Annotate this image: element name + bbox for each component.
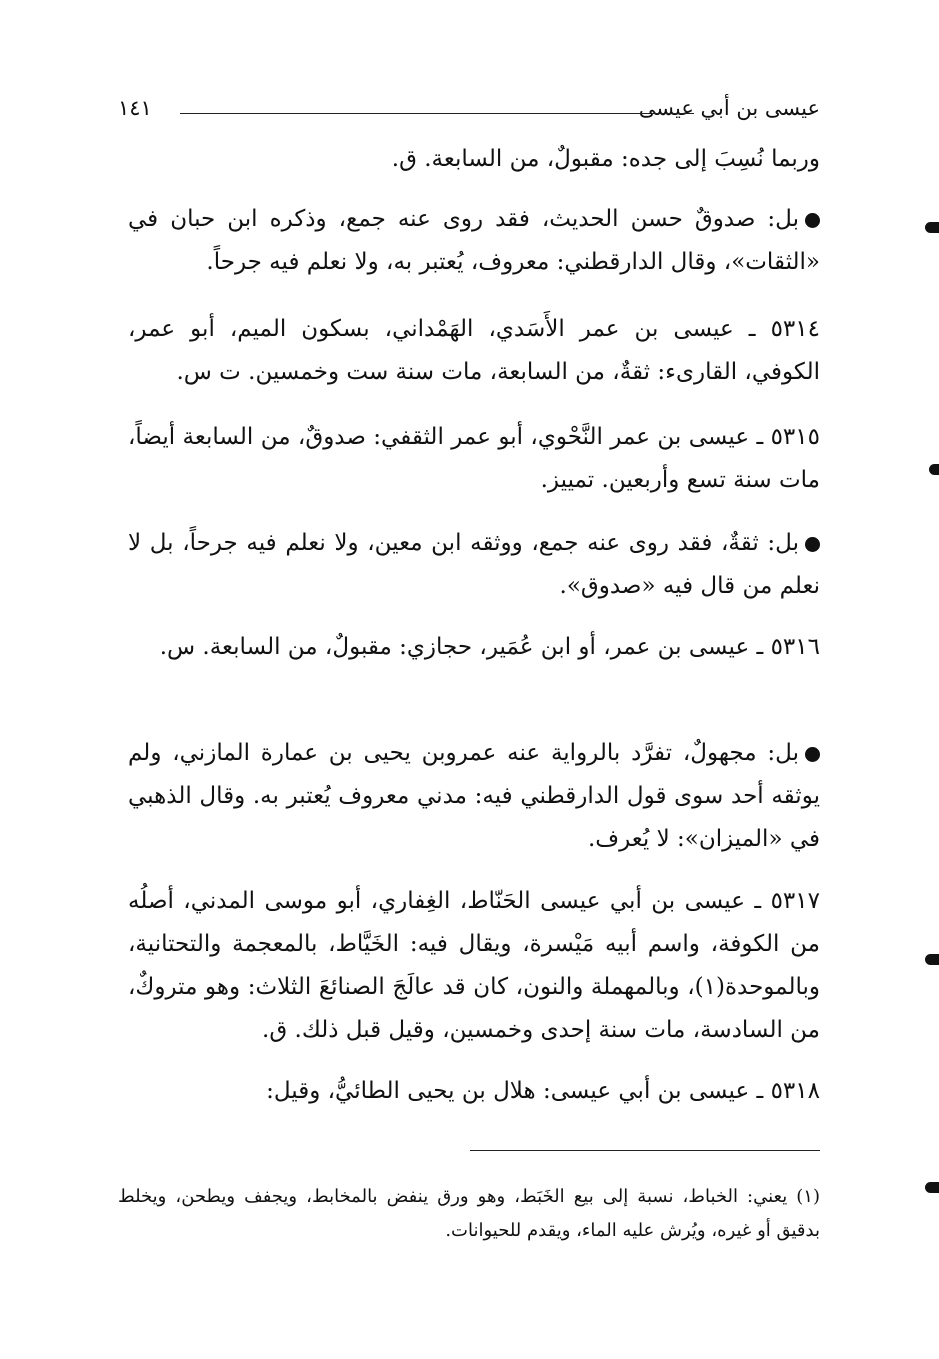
entry-5314 [128,308,820,394]
paragraph-text: ٥٣١٧ ـ عيسى بن أبي عيسى الحَنّاط، الغِفاري، أبو موسى المدني، أصلُه من الكوفة، واسم أبيه مَيْسرة، ويقال فيه: الخَيَّاط، بالمعجمة والتحتانية، وبالموحدة(١)، وبالمهملة والنون، كان قد عالَجَ الصنائعَ الثلاث: وهو متروكٌ، من السادسة، مات سنة إحدى وخمسين، وقيل قبل ذلك. ق. [128,888,820,1043]
margin-mark [925,1182,939,1193]
footnote-text: (١) يعني: الخباط، نسبة إلى بيع الخَبَط، وهو ورق ينفض بالمخابط، ويجفف ويطحن، ويخلط بدقيق أو غيره، ويُرش عليه الماء، ويقدم للحيوانات. [118,1186,820,1241]
footnote-rule [470,1150,820,1151]
margin-mark [925,222,939,233]
paragraph-text: وربما نُسِبَ إلى جده: مقبولٌ، من السابعة. ق. [391,146,820,172]
entry-continuation [128,138,820,181]
paragraph-text: ٥٣١٨ ـ عيسى بن أبي عيسى: هلال بن يحيى الطائيُّ، وقيل: [266,1078,820,1104]
entry-5317 [128,880,820,1052]
running-header [118,96,820,126]
entry-5316 [128,626,820,669]
paragraph-text: ٥٣١٥ ـ عيسى بن عمر النَّحْوي، أبو عمر الثقفي: صدوقٌ، من السابعة أيضاً، مات سنة تسع وأربعين. تمييز. [128,424,820,493]
paragraph-text: بل: ثقةٌ، فقد روى عنه جمع، ووثقه ابن معين، ولا نعلم فيه جرحاً، بل لا نعلم من قال فيه «صدوق». [128,530,820,599]
commentary-5313 [128,198,820,284]
bullet-icon [805,537,820,552]
footnote [118,1180,820,1248]
header-rule [180,113,694,114]
paragraph-text: بل: مجهولٌ، تفرَّد بالرواية عنه عمروبن يحيى بن عمارة المازني، ولم يوثقه أحد سوى قول الدارقطني فيه: مدني معروف يُعتبر به. وقال الذهبي في «الميزان»: لا يُعرف. [128,740,820,852]
commentary-5315 [128,522,820,608]
commentary-5316 [128,732,820,861]
margin-mark [929,464,939,475]
bullet-icon [805,747,820,762]
entry-5318 [128,1070,820,1113]
paragraph-text: ٥٣١٦ ـ عيسى بن عمر، أو ابن عُمَير، حجازي: مقبولٌ، من السابعة. س. [159,634,820,660]
header-title: عيسى بن أبي عيسى [638,96,820,120]
paragraph-text: بل: صدوقٌ حسن الحديث، فقد روى عنه جمع، وذكره ابن حبان في «الثقات»، وقال الدارقطني: معروف، يُعتبر به، ولا نعلم فيه جرحاً. [128,206,820,275]
page-number: ١٤١ [118,96,152,120]
entry-5315 [128,416,820,502]
bullet-icon [805,213,820,228]
paragraph-text: ٥٣١٤ ـ عيسى بن عمر الأَسَدي، الهَمْداني، بسكون الميم، أبو عمر، الكوفي، القارىء: ثقةٌ، من السابعة، مات سنة ست وخمسين. ت س. [128,316,820,385]
margin-mark [925,954,939,965]
